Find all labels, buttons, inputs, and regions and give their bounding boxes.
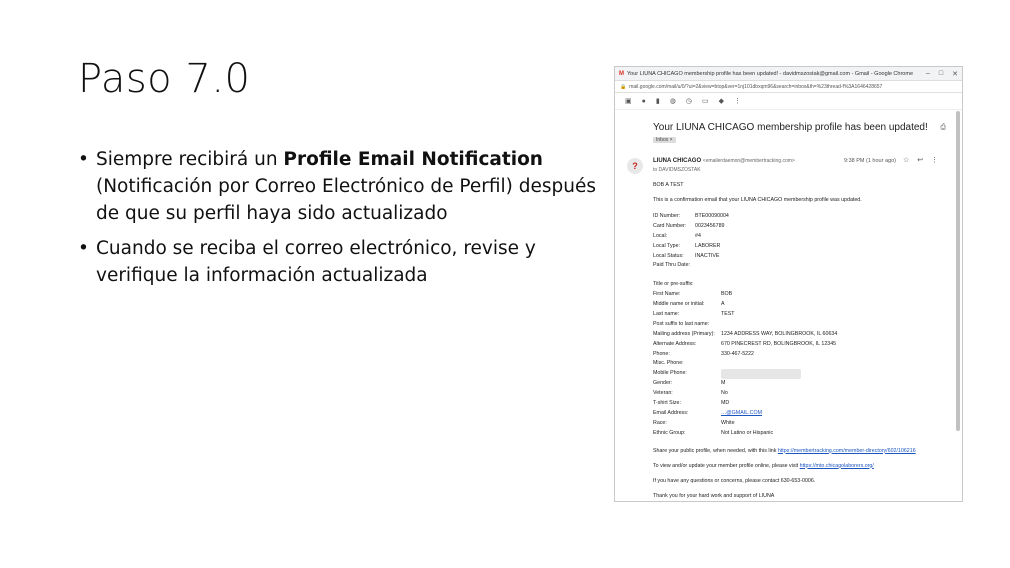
field-label: ID Number: — [653, 213, 681, 219]
share-text: Share your public profile, when needed, with this link — [653, 447, 777, 454]
field-value: INACTIVE — [695, 252, 720, 259]
message-actions — [903, 156, 938, 164]
address-bar[interactable] — [615, 81, 962, 93]
snooze-icon[interactable]: ◷ — [685, 98, 692, 105]
star-icon[interactable]: ☆ — [903, 157, 910, 164]
more-icon[interactable]: ⋮ — [733, 98, 741, 105]
bullet-item — [78, 146, 608, 227]
field-value: BOB — [721, 291, 733, 298]
field-label: Misc. Phone: — [653, 360, 684, 367]
print-icon[interactable]: ⎙ — [940, 124, 946, 131]
gmail-icon: M — [619, 70, 624, 77]
bullet-list — [78, 146, 608, 297]
delete-icon[interactable]: ▮ — [655, 98, 660, 105]
update-link[interactable]: https://mto.chicagolaborers.org/ — [799, 462, 874, 469]
reply-icon[interactable]: ↩ — [917, 157, 924, 164]
field-label: Local Type: — [653, 242, 680, 249]
field-value — [695, 261, 948, 271]
field-value: 670 PINECREST RD, BOLINGBROOK, IL 12345 — [721, 340, 837, 347]
field-label: Ethnic Group: — [653, 429, 686, 436]
thanks-text: Thank you for your hard work and support of LIUNA — [653, 492, 775, 499]
sender-avatar: ? — [627, 158, 643, 174]
window-controls — [926, 70, 958, 78]
inbox-label[interactable]: Inbox × — [653, 137, 676, 143]
intro-text: This is a confirmation email that your LIUNA CHICAGO membership profile was updated. — [653, 197, 862, 203]
bullet-text-pre: Siempre recibirá un — [96, 149, 284, 170]
field-label: Phone: — [653, 350, 670, 357]
field-label: Card Number: — [653, 222, 687, 229]
email-subject: Your LIUNA CHICAGO membership profile has been updated! — [653, 122, 928, 133]
field-label: Local: — [653, 232, 668, 239]
close-icon[interactable]: ✕ — [952, 70, 958, 78]
field-label: Mailing address (Primary): — [653, 330, 715, 337]
update-line — [653, 463, 948, 470]
field-label: Race: — [653, 419, 667, 426]
membership-fields — [653, 212, 948, 271]
field-value: White — [721, 419, 735, 426]
email-body — [653, 182, 948, 502]
sender-address: <emailerdaemon@membertracking.com> — [702, 158, 795, 164]
greeting: BOB A TEST — [653, 182, 684, 188]
field-value: A — [721, 301, 725, 308]
share-link[interactable]: https://membertracking.com/member-directory/602/106216 — [777, 447, 916, 454]
field-label: Mobile Phone: — [653, 370, 687, 377]
field-value: 330-467-5222 — [721, 350, 754, 357]
field-label: Gender: — [653, 380, 673, 387]
lock-icon: 🔒 — [620, 83, 627, 90]
report-spam-icon[interactable]: ● — [641, 97, 646, 105]
field-value: LABORER — [695, 242, 721, 249]
field-label: Title or pre-suffix: — [653, 281, 694, 288]
field-value: 0023456789 — [695, 222, 725, 229]
field-label: Post suffix to last name: — [653, 320, 710, 327]
field-value: BTE00090004 — [695, 213, 729, 219]
field-value — [721, 359, 948, 369]
field-label: Last name: — [653, 311, 680, 318]
browser-title-bar — [615, 67, 962, 81]
field-value — [721, 280, 948, 290]
bullet-text-bold: Profile Email Notification — [283, 149, 543, 170]
field-label: Veteran: — [653, 390, 673, 397]
profile-fields — [653, 280, 948, 438]
bullet-text-post: (Notificación por Correo Electrónico de Perfil) después de que su perfil haya sido actualizado — [96, 176, 597, 224]
field-value: Not Latino or Hispanic — [721, 429, 774, 436]
slide-title: Paso 7.0 — [78, 56, 251, 102]
field-label: Paid Thru Date: — [653, 262, 691, 269]
mail-toolbar — [615, 93, 962, 110]
more-icon[interactable]: ⋮ — [931, 157, 939, 164]
mark-unread-icon[interactable]: ◍ — [669, 98, 676, 105]
field-value: M — [721, 380, 726, 387]
bullet-text: Cuando se reciba el correo electrónico, revise y verifique la información actualizada — [96, 238, 536, 286]
field-value: No — [721, 390, 728, 397]
archive-icon[interactable]: ▣ — [625, 98, 632, 105]
questions-text: If you have any questions or concerns, please contact 630-653-0006. — [653, 477, 816, 484]
label-icon[interactable]: ◆ — [718, 98, 724, 105]
email-screenshot — [614, 66, 963, 502]
field-label: T-shirt Size: — [653, 400, 681, 407]
field-value: 1234 ADDRESS WAY, BOLINGBROOK, IL 60634 — [721, 330, 838, 337]
share-line — [653, 448, 948, 455]
field-value-redacted — [721, 369, 948, 379]
window-title: Your LIUNA CHICAGO membership profile has been updated! - davidmszostak@gmail.com - Gmail - Google Chrome — [627, 70, 913, 77]
field-label: First Name: — [653, 291, 681, 298]
field-label: Middle name or initial: — [653, 301, 705, 308]
update-text: To view and/or update your member profile online, please visit — [653, 462, 799, 469]
field-value — [721, 320, 948, 330]
field-label: Local Status: — [653, 252, 684, 259]
email-content — [615, 112, 954, 501]
field-value: #4 — [695, 232, 701, 239]
email-link[interactable]: …@GMAIL.COM — [721, 409, 762, 416]
move-to-icon[interactable]: ▭ — [701, 98, 709, 105]
url-text: mail.google.com/mail/u/0/?ui=2&view=btop&ver=1nj101dbxqm96&search=inbox&th=%23thread-f%3A1646428657 — [629, 83, 883, 90]
sender-name: LIUNA CHICAGO — [653, 158, 702, 164]
maximize-icon[interactable]: □ — [938, 69, 944, 77]
field-value: TEST — [721, 311, 735, 318]
minimize-icon[interactable]: – — [925, 69, 930, 77]
sender-line — [653, 158, 795, 164]
field-value: MD — [721, 400, 730, 407]
recipient-line: to DAVIDMSZOSTAK — [653, 167, 701, 173]
email-time: 9:38 PM (1 hour ago) — [844, 158, 896, 164]
field-label: Alternate Address: — [653, 340, 697, 347]
field-label: Email Address: — [653, 409, 689, 416]
scrollbar[interactable] — [956, 111, 960, 431]
bullet-item — [78, 235, 608, 289]
